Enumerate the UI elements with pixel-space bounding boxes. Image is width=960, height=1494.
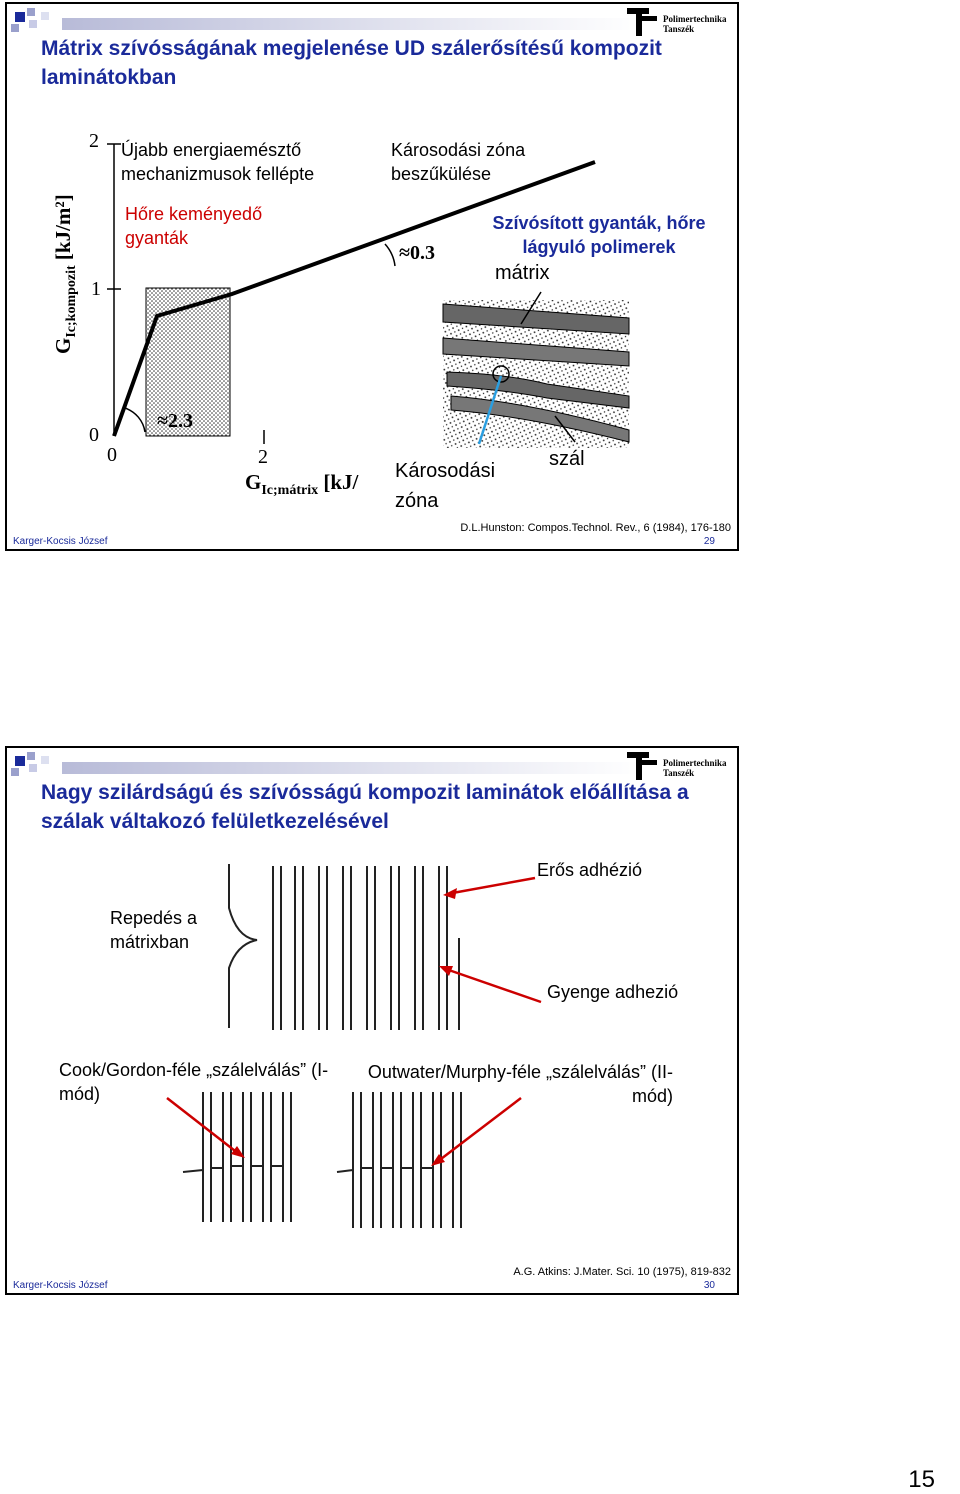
y-axis-label: $G_{Ic;kompozit}$ [kJ/m²] <box>51 194 80 354</box>
laminate-micrograph <box>443 292 629 448</box>
annotation-toughened: Szívósított gyanták, hőre lágyuló polimerek <box>492 213 706 257</box>
slide-29 <box>5 2 739 551</box>
label-outwater-murphy: Outwater/Murphy-féle „szálelválás” (II-mód) <box>367 1062 673 1106</box>
slope-high: ≈2.3 <box>157 410 193 432</box>
logo-line2: Tanszék <box>663 24 695 34</box>
slide-title: Nagy szilárdságú és szívósságú kompozit laminátok előállítása a szálak váltakozó felületkezelésével <box>41 781 689 833</box>
y-tick-0: 0 <box>89 424 99 446</box>
x-axis-label: $G_{Ic;mátrix}$ [kJ/ <box>245 470 359 499</box>
annotation-new-mechanisms: Újabb energiaemésztő mechanizmusok fellépte <box>121 140 315 184</box>
slide-title: Mátrix szívósságának megjelenése UD szálerősítésű kompozit laminátokban <box>41 37 662 89</box>
label-damage-zone: Károsodási zóna <box>395 460 496 512</box>
mode-i-micrograph <box>183 1092 291 1222</box>
label-weak-adhesion: Gyenge adhezió <box>547 982 679 1002</box>
document-page-number: 15 <box>908 1466 935 1493</box>
label-matrix: mátrix <box>495 262 550 284</box>
y-tick-2: 2 <box>89 130 99 152</box>
x-tick-0: 0 <box>107 444 117 466</box>
fiber-debonding-figure <box>7 748 737 1293</box>
logo-line2: Tanszék <box>663 768 695 778</box>
toughness-diagram <box>7 4 737 549</box>
label-fiber: szál <box>549 448 591 471</box>
annotation-damage-shrink: Károsodási zóna beszűkülése <box>391 140 526 184</box>
slide-number: 29 <box>703 536 715 547</box>
reference: D.L.Hunston: Compos.Technol. Rev., 6 (1984), 176-180 <box>460 522 731 534</box>
slope-low: ≈0.3 <box>399 242 435 264</box>
slide-30 <box>5 746 739 1295</box>
label-matrix-crack: Repedés a mátrixban <box>110 908 198 952</box>
reference: A.G. Atkins: J.Mater. Sci. 10 (1975), 819-832 <box>513 1266 731 1278</box>
author: Karger-Kocsis József <box>13 536 108 547</box>
logo-line1: Polimertechnika <box>663 14 727 24</box>
y-tick-1: 1 <box>91 278 101 300</box>
label-strong-adhesion: Erős adhézió <box>537 860 643 880</box>
x-tick-2: 2 <box>258 446 268 468</box>
annotation-thermosets: Hőre keményedő gyanták <box>125 204 263 248</box>
crack-micrograph <box>229 864 459 1030</box>
logo-line1: Polimertechnika <box>663 758 727 768</box>
author: Karger-Kocsis József <box>13 1280 108 1291</box>
label-cook-gordon: Cook/Gordon-féle „szálelválás” (I-mód) <box>59 1060 329 1104</box>
slide-number: 30 <box>703 1280 715 1291</box>
